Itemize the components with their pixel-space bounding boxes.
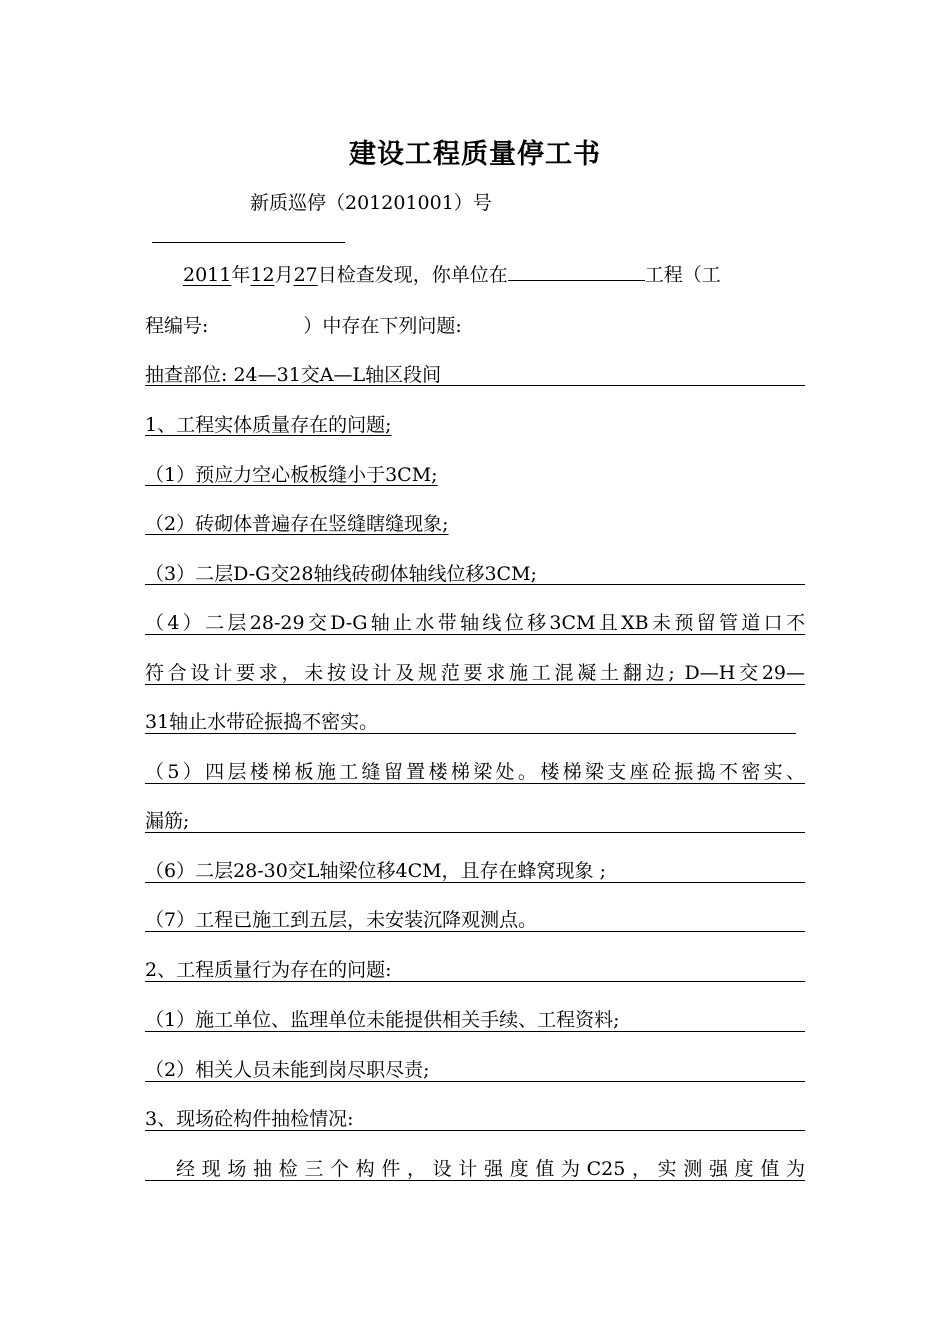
notice-line-2: 程编号: ）中存在下列问题:	[145, 315, 462, 337]
notice-line-1	[145, 262, 805, 288]
underline	[145, 733, 796, 734]
section1-item-3: （3）二层D-G交28轴线砖砌体轴线位移3CM;	[145, 563, 537, 585]
section1-item-2: （2）砖砌体普遍存在竖缝瞎缝现象;	[145, 513, 449, 535]
section1-item-6: （6）二层28-30交L轴梁位移4CM，且存在蜂窝现象 ;	[145, 860, 607, 882]
underline	[145, 1081, 805, 1082]
section1-item-4-line1: （4）二层28-29交D-G轴止水带轴线位移3CM且XB未预留管道口不	[145, 612, 805, 634]
inspection-location: 抽查部位: 24—31交A—L轴区段间	[145, 364, 442, 386]
underline	[145, 385, 805, 386]
notice-year: 2011	[183, 264, 232, 286]
underline	[145, 634, 805, 635]
section3-heading: 3、现场砼构件抽检情况:	[145, 1108, 354, 1130]
section2-item-2: （2）相关人员未能到岗尽职尽责;	[145, 1059, 430, 1081]
underline	[145, 832, 805, 833]
underline	[145, 882, 805, 883]
section1-item-1: （1）预应力空心板板缝小于3CM;	[145, 464, 438, 486]
document-title: 建设工程质量停工书	[349, 139, 601, 170]
section1-item-5-line2: 漏筋;	[145, 810, 190, 832]
section1-item-5-line1: （5）四层楼梯板施工缝留置楼梯梁处。楼梯梁支座砼振捣不密实、	[145, 761, 805, 783]
notice-text-after-blank: 工程（工	[644, 264, 721, 286]
underline	[145, 1130, 805, 1131]
section1-heading: 1、工程实体质量存在的问题;	[145, 414, 392, 436]
notice-month-suffix: 月	[274, 264, 294, 286]
section2-item-1: （1）施工单位、监理单位未能提供相关手续、工程资料;	[145, 1009, 620, 1031]
underline	[145, 981, 805, 982]
notice-month: 12	[250, 264, 275, 286]
underline	[145, 783, 805, 784]
addressee-blank	[152, 242, 345, 243]
section1-item-4-line3: 31轴止水带砼振捣不密实。	[145, 711, 379, 733]
section3-text: 经现场抽检三个构件，设计强度值为C25，实测强度值为	[176, 1158, 805, 1180]
underline	[145, 1180, 805, 1181]
document-number: 新质巡停（201201001）号	[250, 192, 492, 214]
notice-text-after-date: 日检查发现，你单位在	[317, 264, 508, 286]
section1-item-4-line2: 符合设计要求，未按设计及规范要求施工混凝土翻边; D—H交29—	[145, 662, 805, 684]
underline	[145, 684, 805, 685]
underline	[145, 1031, 805, 1032]
section1-item-7: （7）工程已施工到五层，未安装沉降观测点。	[145, 909, 538, 931]
notice-day: 27	[293, 264, 318, 286]
project-name-blank	[508, 262, 645, 281]
notice-year-suffix: 年	[231, 264, 251, 286]
section2-heading: 2、工程质量行为存在的问题:	[145, 959, 392, 981]
underline	[145, 584, 805, 585]
underline	[145, 931, 805, 932]
